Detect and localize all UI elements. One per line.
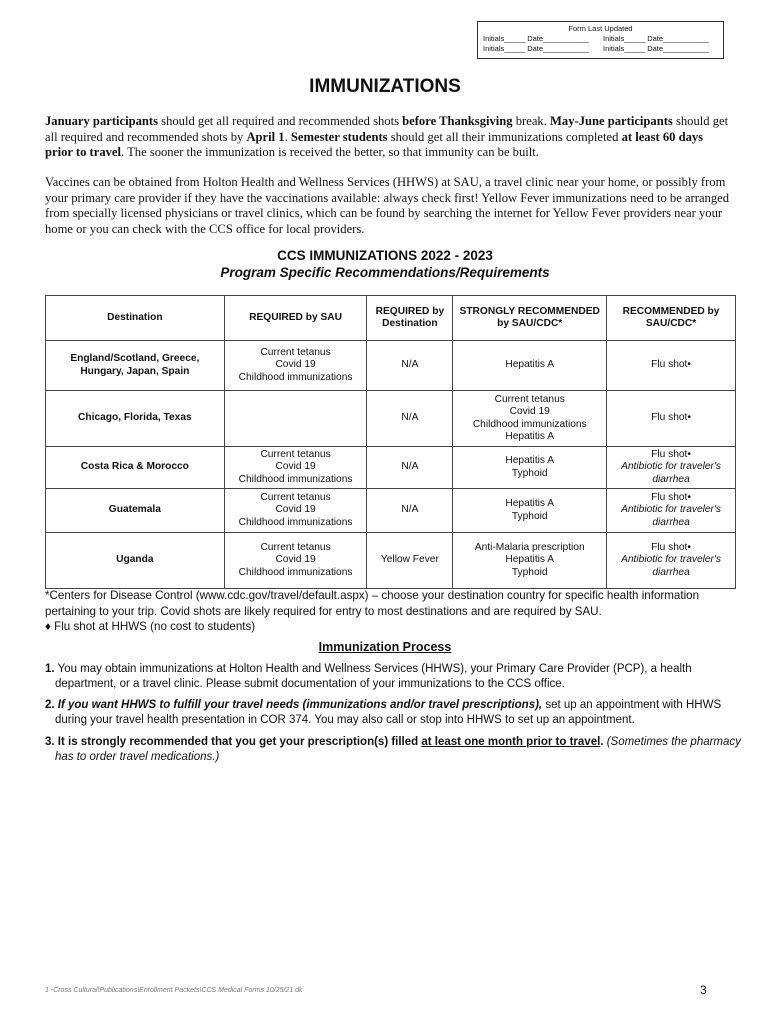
file-path-footer: 1 -Cross Cultural\Publications\Enrollment Packets\CCS Medical Forms 10/25/21 dk bbox=[45, 987, 303, 994]
cell-line: Anti-Malaria prescription bbox=[474, 541, 585, 553]
recommended-cell bbox=[607, 447, 736, 489]
initials-date-field: Initials_____ Date___________ bbox=[483, 34, 589, 43]
destination-cell: Uganda bbox=[46, 533, 225, 589]
required-destination-cell: N/A bbox=[367, 391, 453, 447]
table-row bbox=[46, 533, 736, 589]
strongly-recommended-cell bbox=[453, 533, 607, 589]
column-header: REQUIRED by SAU bbox=[224, 296, 367, 341]
cell-line: Antibiotic for traveler's bbox=[621, 461, 721, 473]
step-number: 2. bbox=[45, 699, 55, 711]
table-row bbox=[46, 447, 736, 489]
recommended-cell bbox=[607, 489, 736, 533]
required-sau-cell bbox=[224, 447, 367, 489]
cell-line: Flu shot• bbox=[651, 412, 691, 424]
table-row bbox=[46, 489, 736, 533]
step-text: set up an appointment with HHWS during your travel health presentation in COR 374. You may also call or stop into HHWS to set up an appointment. bbox=[55, 699, 722, 726]
strongly-recommended-cell bbox=[453, 489, 607, 533]
cell-line: Childhood immunizations bbox=[238, 371, 353, 383]
immunizations-table bbox=[45, 295, 736, 589]
cell-line: Current tetanus bbox=[260, 541, 331, 553]
destination-cell: Costa Rica & Morocco bbox=[46, 447, 225, 489]
destination-cell: Guatemala bbox=[46, 489, 225, 533]
cell-line: Covid 19 bbox=[275, 554, 316, 566]
column-header: STRONGLY RECOMMENDED by SAU/CDC* bbox=[453, 296, 607, 341]
step-number: 1. bbox=[45, 663, 55, 675]
strongly-recommended-cell bbox=[453, 341, 607, 391]
intro-text: . The sooner the immunization is received the better, so that immunity can be built. bbox=[121, 145, 539, 159]
cell-line: Flu shot• bbox=[651, 359, 691, 371]
cell-line: Covid 19 bbox=[275, 359, 316, 371]
step-underline: at least one month prior to travel bbox=[421, 736, 601, 748]
cell-line: Current tetanus bbox=[260, 346, 331, 358]
table-header-row bbox=[46, 296, 736, 341]
intro-text: Semester students bbox=[290, 129, 388, 144]
process-step-3 bbox=[45, 735, 745, 765]
page-number: 3 bbox=[700, 983, 707, 997]
form-last-updated-box bbox=[477, 21, 724, 59]
intro-text: before Thanksgiving bbox=[402, 114, 513, 128]
destination-cell: Chicago, Florida, Texas bbox=[46, 391, 225, 447]
step-number: 3. bbox=[45, 736, 55, 748]
cell-line: Hepatitis A bbox=[505, 431, 555, 442]
cell-line: Flu shot• bbox=[651, 541, 691, 553]
step-note: (Sometimes the pharmacy has to order travel medications.) bbox=[55, 736, 741, 763]
table-subtitle: Program Specific Recommendations/Requirements bbox=[220, 265, 550, 280]
initials-date-field: Initials_____ Date___________ bbox=[603, 34, 709, 43]
required-destination-cell: Yellow Fever bbox=[367, 533, 453, 589]
column-header: REQUIRED by Destination bbox=[367, 296, 453, 341]
vaccines-paragraph: Vaccines can be obtained from Holton Health and Wellness Services (HHWS) at SAU, a travel clinic near your home, or possibly from your primary care provider if they have the vaccinations available: always check first! Yellow Fever immunizations need to be arranged from specially licensed physicians or travel clinics, which can be found by searching the internet for Yellow Fever providers near your home or you can check with the CCS office for local providers. bbox=[45, 175, 730, 236]
cell-line: Hepatitis A bbox=[505, 498, 555, 509]
required-sau-cell bbox=[224, 489, 367, 533]
intro-text: should get all their immunizations completed bbox=[387, 129, 622, 144]
process-step-1 bbox=[45, 662, 745, 692]
recommended-cell bbox=[607, 341, 736, 391]
column-header: RECOMMENDED by SAU/CDC* bbox=[607, 296, 736, 341]
required-destination-cell: N/A bbox=[367, 489, 453, 533]
strongly-recommended-cell bbox=[453, 391, 607, 447]
initials-date-field: Initials_____ Date___________ bbox=[603, 44, 709, 53]
intro-text: should get all required and recommended shots by bbox=[45, 114, 729, 144]
cell-line: Current tetanus bbox=[260, 448, 331, 460]
cell-line: diarrhea bbox=[652, 516, 690, 528]
cell-line: diarrhea bbox=[652, 566, 690, 578]
cell-line: Antibiotic for traveler's bbox=[621, 504, 721, 516]
form-updated-row bbox=[478, 44, 723, 53]
required-sau-cell bbox=[224, 533, 367, 589]
cell-line: Typhoid bbox=[511, 510, 548, 522]
cell-line: Childhood immunizations bbox=[238, 473, 353, 485]
required-destination-cell: N/A bbox=[367, 447, 453, 489]
table-body bbox=[46, 341, 736, 589]
cell-line: Hepatitis A bbox=[505, 455, 555, 466]
cdc-footnote: *Centers for Disease Control (www.cdc.gov/travel/default.aspx) – choose your destination country for specific health information pertaining to your trip. Covid shots are likely required for entry to most destinations and are required by SAU. bbox=[45, 589, 700, 618]
cell-line: Hepatitis A bbox=[505, 554, 555, 566]
intro-text: at least 60 days prior to travel bbox=[45, 129, 704, 159]
cell-line: Current tetanus bbox=[260, 491, 331, 503]
process-heading: Immunization Process bbox=[318, 640, 452, 654]
cell-line: Childhood immunizations bbox=[238, 566, 353, 578]
required-destination-cell: N/A bbox=[367, 341, 453, 391]
cell-line: Hepatitis A bbox=[505, 359, 555, 371]
cell-line: Childhood immunizations bbox=[238, 516, 353, 528]
initials-date-field: Initials_____ Date___________ bbox=[483, 44, 589, 53]
required-sau-cell bbox=[224, 341, 367, 391]
intro-text: break. bbox=[512, 114, 551, 128]
form-updated-title: Form Last Updated bbox=[568, 24, 633, 33]
destination-cell: England/Scotland, Greece, Hungary, Japan, Spain bbox=[46, 341, 225, 391]
intro-text: should get all required and recommended shots bbox=[158, 114, 403, 128]
process-step-2 bbox=[45, 698, 745, 728]
cell-line: Flu shot• bbox=[651, 491, 691, 503]
recommended-cell bbox=[607, 533, 736, 589]
intro-text: May-June participants bbox=[550, 114, 673, 128]
cell-line: Current tetanus bbox=[494, 393, 565, 405]
cell-line: Typhoid bbox=[511, 467, 548, 479]
table-title: CCS IMMUNIZATIONS 2022 - 2023 bbox=[277, 248, 493, 263]
step-emphasis: If you want HHWS to fulfill your travel needs (immunizations and/or travel prescriptions), bbox=[54, 699, 543, 711]
flu-shot-note: ♦ Flu shot at HHWS (no cost to students) bbox=[45, 620, 256, 633]
strongly-recommended-cell bbox=[453, 447, 607, 489]
required-sau-cell bbox=[224, 391, 367, 447]
step-emphasis: It is strongly recommended that you get your prescription(s) filled bbox=[54, 736, 422, 748]
form-updated-row bbox=[478, 34, 723, 43]
step-period: . bbox=[600, 736, 604, 748]
footnote bbox=[45, 588, 745, 635]
intro-paragraph bbox=[45, 114, 730, 161]
column-header: Destination bbox=[46, 296, 225, 341]
recommended-cell bbox=[607, 391, 736, 447]
cell-line: Typhoid bbox=[511, 566, 548, 578]
intro-text: . bbox=[284, 129, 291, 144]
intro-text: January participants bbox=[45, 114, 159, 128]
intro-text: April 1 bbox=[246, 129, 285, 144]
cell-line: Covid 19 bbox=[275, 461, 316, 473]
table-row bbox=[46, 341, 736, 391]
cell-line: Covid 19 bbox=[509, 406, 550, 417]
cell-line: diarrhea bbox=[652, 473, 690, 485]
cell-line: Flu shot• bbox=[651, 448, 691, 460]
cell-line: Covid 19 bbox=[275, 504, 316, 516]
cell-line: Antibiotic for traveler's bbox=[621, 554, 721, 566]
table-row bbox=[46, 391, 736, 447]
step-text: You may obtain immunizations at Holton Health and Wellness Services (HHWS), your Primary Care Provider (PCP), a health department, or a travel clinic. Please submit documentation of your immunizations to the CCS office. bbox=[54, 663, 692, 690]
cell-line: Childhood immunizations bbox=[472, 418, 587, 430]
page-title: IMMUNIZATIONS bbox=[309, 76, 461, 97]
